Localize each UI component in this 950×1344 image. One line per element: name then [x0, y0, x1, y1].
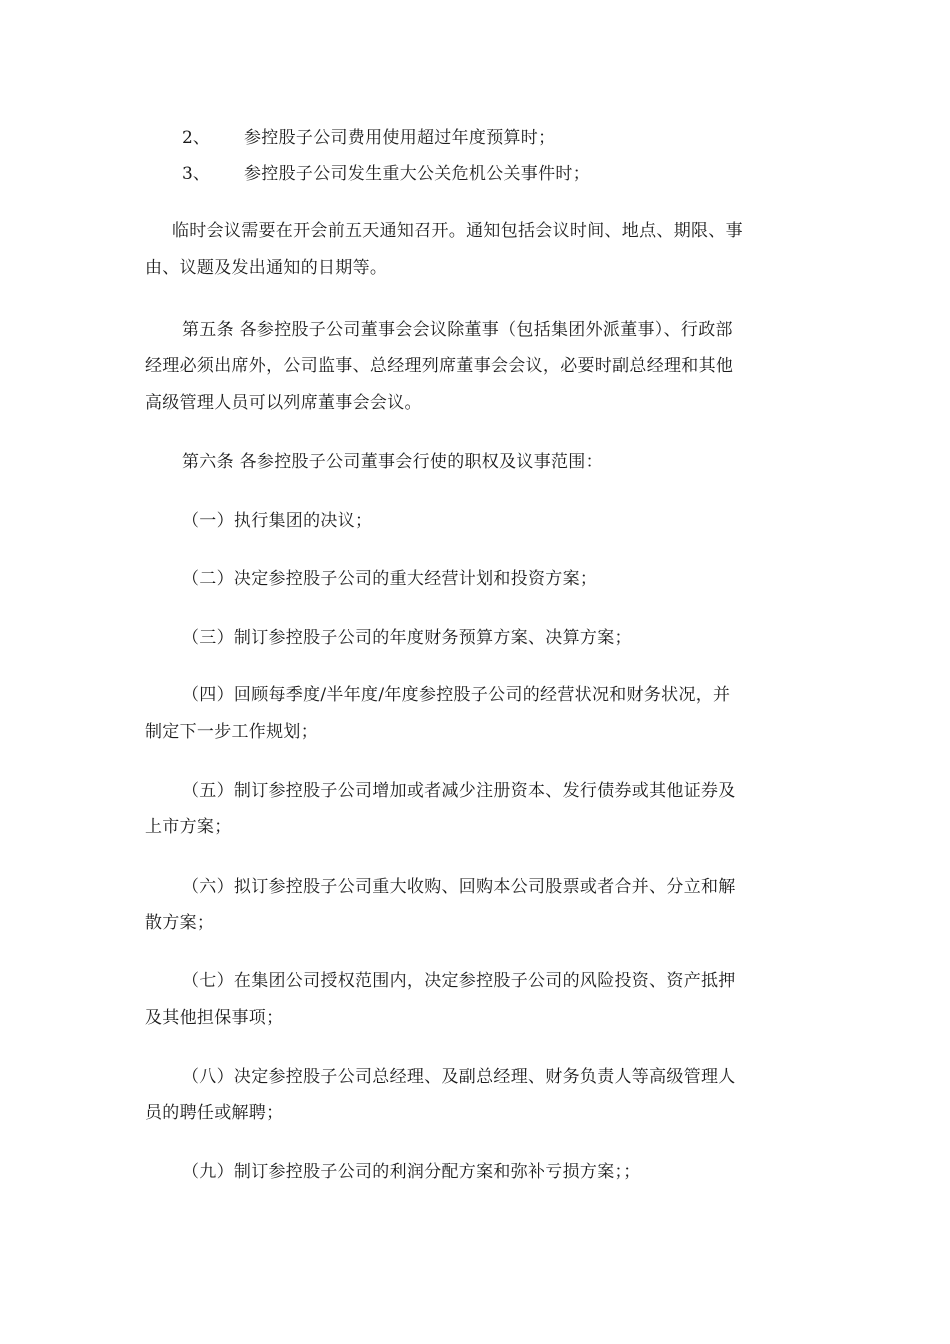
article-heading-line: 第五条 各参控股子公司董事会会议除董事（包括集团外派董事）、行政部 — [182, 320, 733, 340]
article-heading-line: 第六条 各参控股子公司董事会行使的职权及议事范围： — [182, 452, 603, 472]
clause-item: （三）制订参控股子公司的年度财务预算方案、决算方案； — [182, 628, 632, 648]
clause-item: （二）决定参控股子公司的重大经营计划和投资方案； — [182, 569, 598, 589]
clause-item-continuation: 上市方案； — [145, 817, 232, 837]
clause-item: （四）回顾每季度/半年度/年度参控股子公司的经营状况和财务状况，并 — [182, 685, 731, 705]
clause-item: （九）制订参控股子公司的利润分配方案和弥补亏损方案；； — [182, 1162, 641, 1182]
paragraph-line: 高级管理人员可以列席董事会会议。 — [145, 393, 422, 413]
clause-item-continuation: 员的聘任或解聘； — [145, 1103, 284, 1123]
list-number: 2、 — [182, 128, 210, 148]
paragraph-line: 临时会议需要在开会前五天通知召开。通知包括会议时间、地点、期限、事 — [172, 221, 743, 241]
list-item-text: 参控股子公司费用使用超过年度预算时； — [244, 128, 556, 148]
clause-item-continuation: 及其他担保事项； — [145, 1008, 284, 1028]
clause-item: （六）拟订参控股子公司重大收购、回购本公司股票或者合并、分立和解 — [182, 877, 736, 897]
clause-item-continuation: 制定下一步工作规划； — [145, 722, 318, 742]
clause-item: （五）制订参控股子公司增加或者减少注册资本、发行债券或其他证券及 — [182, 781, 736, 801]
list-item-text: 参控股子公司发生重大公关危机公关事件时； — [244, 164, 590, 184]
clause-item: （七）在集团公司授权范围内，决定参控股子公司的风险投资、资产抵押 — [182, 971, 736, 991]
clause-item-continuation: 散方案； — [145, 913, 215, 933]
list-number: 3、 — [182, 164, 210, 184]
paragraph-line: 经理必须出席外，公司监事、总经理列席董事会会议，必要时副总经理和其他 — [145, 356, 734, 376]
paragraph-line: 由、议题及发出通知的日期等。 — [145, 258, 388, 278]
clause-item: （一）执行集团的决议； — [182, 511, 373, 531]
clause-item: （八）决定参控股子公司总经理、及副总经理、财务负责人等高级管理人 — [182, 1067, 736, 1087]
